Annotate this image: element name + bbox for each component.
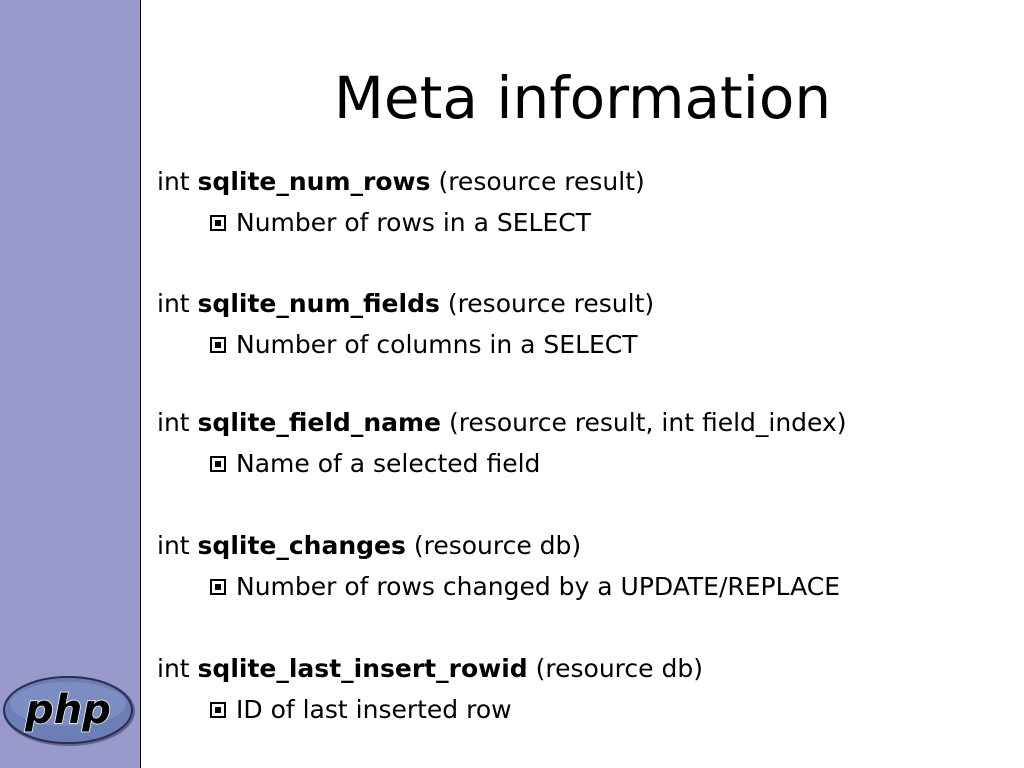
function-name: sqlite_field_name xyxy=(197,408,441,437)
function-description xyxy=(210,447,540,481)
function-description xyxy=(210,570,840,604)
description-text: Name of a selected field xyxy=(236,449,541,478)
sidebar xyxy=(0,0,141,768)
return-type: int xyxy=(157,408,190,437)
square-bullet-icon xyxy=(210,456,226,472)
php-logo-text: php xyxy=(25,687,111,733)
function-signature xyxy=(157,165,645,199)
function-params: (resource db) xyxy=(413,531,582,560)
description-text: Number of rows in a SELECT xyxy=(236,208,591,237)
function-params: (resource result, int field_index) xyxy=(448,408,847,437)
description-text: ID of last inserted row xyxy=(236,695,512,724)
function-description xyxy=(210,693,512,727)
slide-title: Meta information xyxy=(333,64,832,132)
square-bullet-icon xyxy=(210,215,226,231)
square-bullet-icon xyxy=(210,702,226,718)
square-bullet-icon xyxy=(210,337,226,353)
function-signature xyxy=(157,287,654,321)
function-params: (resource db) xyxy=(535,654,703,683)
square-bullet-icon xyxy=(210,579,226,595)
return-type: int xyxy=(157,531,190,560)
return-type: int xyxy=(157,289,190,318)
description-text: Number of columns in a SELECT xyxy=(236,330,638,359)
function-description xyxy=(210,206,591,240)
function-description xyxy=(210,328,638,362)
function-name: sqlite_num_fields xyxy=(197,289,440,318)
function-signature xyxy=(157,529,581,563)
function-name: sqlite_num_rows xyxy=(197,167,431,196)
function-signature xyxy=(157,406,847,440)
return-type: int xyxy=(157,654,190,683)
function-params: (resource result) xyxy=(438,167,645,196)
function-signature xyxy=(157,652,703,686)
function-name: sqlite_changes xyxy=(197,531,406,560)
function-name: sqlite_last_insert_rowid xyxy=(197,654,528,683)
php-logo xyxy=(1,674,137,748)
description-text: Number of rows changed by a UPDATE/REPLACE xyxy=(236,572,841,601)
return-type: int xyxy=(157,167,190,196)
function-params: (resource result) xyxy=(447,289,655,318)
